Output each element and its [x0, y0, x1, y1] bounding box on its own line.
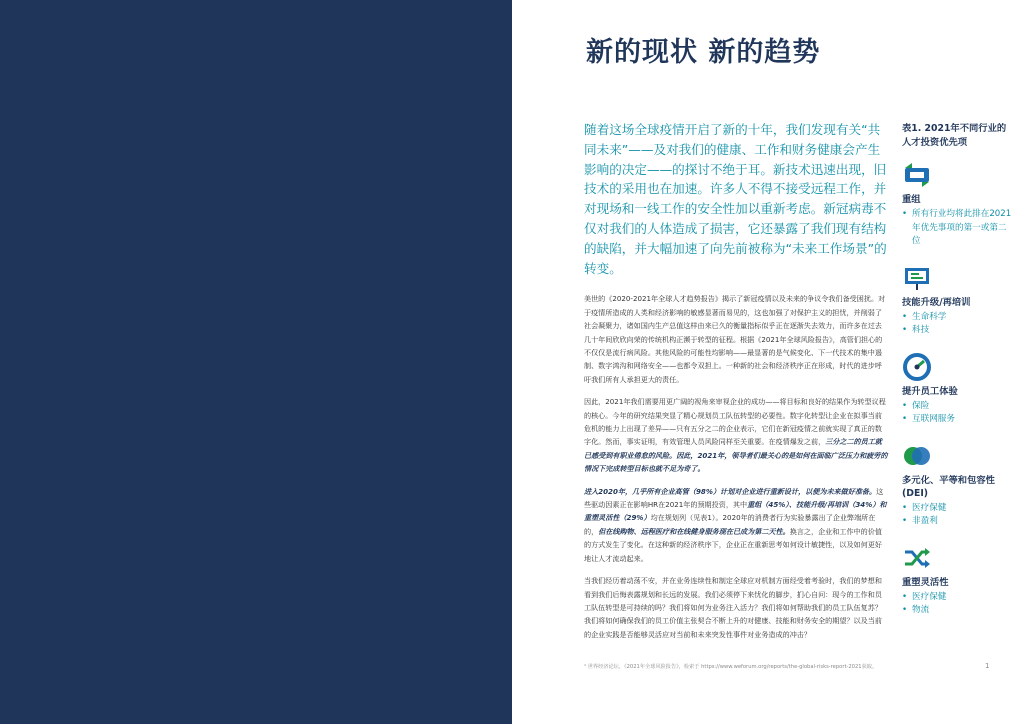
body-paragraph-3-emphasis-e: 但在线购物、远程医疗和在线健身服务现在已成为第二天性。 — [598, 526, 790, 536]
priority-dei-list — [902, 502, 1014, 529]
experience-gauge-icon — [902, 352, 932, 382]
page-number: 1 — [985, 662, 990, 670]
body-paragraph-1: 美世的《2020-2021年全球人才趋势报告》揭示了新冠疫情以及未来的争议令我们备受困扰。对于疫情所造成的人类和经济影响的敏感显著而易见的，这也加强了对保护主义的担忧，并削弱了社会凝聚力，诸如国内生产总值这样由来已久的衡量指标似乎正在逐渐失去效力，而许多在过去几十年间欣欣向荣的传统机构正濒于转型的征程。根据《2021年全球风险报告》，高管们担心的不仅仅是流行病风险。其他风险的可能性均影响——最显著的是气候变化、下一代技术的集中遏制、数字鸿沟和网络安全——也都令双担上。一种新的社会和经济秩序正在形成，时代的进步呼吁我们所有人承担更大的责任。 — [584, 294, 886, 384]
list-item: • 物流 — [902, 604, 1014, 618]
body-paragraph-2 — [584, 395, 888, 475]
body-paragraph-2-emphasis: 三分之二的员工就已感受到有职业倦怠的风险。因此，2021年，领导者们最关心的是如何在面临广泛压力和疲劳的情况下完成转型目标也就不足为奇了。 — [584, 437, 888, 474]
report-page — [512, 0, 1024, 724]
body-text — [584, 292, 888, 641]
priority-upskilling-label: 技能升级/再培训 — [902, 296, 971, 308]
inclusion-circles-icon — [902, 441, 932, 471]
priority-employee-experience-label: 提升员工体验 — [902, 385, 958, 397]
sidebar-title: 表1. 2021年不同行业的人才投资优先项 — [902, 123, 1007, 148]
priority-employee-experience-list — [902, 400, 1014, 427]
list-item: • 生命科学 — [902, 311, 1014, 325]
priority-restructure-label: 重组 — [902, 194, 921, 205]
shuffle-arrows-icon — [902, 543, 932, 573]
priority-dei — [902, 441, 1014, 529]
priority-restructure-list — [902, 208, 1014, 249]
list-item: • 所有行业均将此排在2021年优先事项的第一或第二位 — [902, 208, 1014, 249]
body-paragraph-3 — [584, 485, 888, 565]
priority-flexibility-label: 重塑灵活性 — [902, 576, 949, 588]
body-paragraph-3-emphasis-c: 重组（45%）、技能升级/再培训（34%）和重塑灵活性（29%） — [584, 500, 887, 523]
list-item: • 医疗保健 — [902, 502, 1014, 516]
body-paragraph-3-emphasis-a: 进入2020年，几乎所有企业高管（98%）计划对企业进行重新设计，以便为未来做好准备。 — [584, 486, 877, 496]
list-item: • 医疗保健 — [902, 591, 1014, 605]
priority-flexibility-list — [902, 591, 1014, 618]
list-item: • 科技 — [902, 324, 1014, 338]
training-board-icon — [902, 263, 932, 293]
lead-paragraph: 随着这场全球疫情开启了新的十年，我们发现有关“共同未来”——及对我们的健康、工作和财务健康会产生影响的决定——的探讨不绝于耳。新技术迅速出现，旧技术的采用也在加速。许多人不得不接受远程工作，并对现场和一线工作的安全性加以重新考虑。新冠病毒不仅对我们的人体造成了损害，它还暴露了我们现有结构的缺陷，并大幅加速了向先前被称为“未来工作场景”的转变。 — [584, 122, 887, 276]
list-item: • 保险 — [902, 400, 1014, 414]
body-paragraph-2-text: 因此，2021年我们需要用更广阔的视角来审视企业的成功——将目标和良好的结果作为转型议程的核心。今年的研究结果突显了精心规划员工队伍转型的必要性。数字化转型让企业在拟事当前危机的能力上出现了差异——只有五分之二的企业表示，它们在新冠疫情之前就实现了真正的数字化。然而，事实证明，有效管理人员风险同样至关重要。在疫情爆发之前， — [584, 397, 886, 447]
priority-upskilling-list — [902, 311, 1014, 338]
priority-upskilling — [902, 263, 1014, 338]
priority-restructure — [902, 160, 1014, 249]
body-paragraph-3-text-f: 换言之，企业和工作中的价值的方式发生了变化。在这种新的经济秩序下，企业正在重新思考如何设计敏捷性，以及如何更好地让人才流动起来。 — [584, 526, 882, 563]
priority-flexibility — [902, 543, 1014, 618]
body-paragraph-4: 当我们经历着动荡不安，并在业务连续性和制定全球应对机制方面经受着考验时，我们的梦想和看到我们后悔表露规划和长远的发展。我们必须停下来忧化的脚步，扪心自问：现今的工作和员工队伍转型是可持续的吗？我们将如何为业务注入活力？我们将如何帮助我们的员工队伍复苏？我们将如何确保我们的员工价值主张契合不断上升的对健康、技能和财务安全的期望？以及当前的企业实践是否能够灵活应对当前和未来突发性事件对业务造成的冲击？ — [584, 576, 882, 639]
list-item: • 非盈利 — [902, 515, 1014, 529]
restructure-icon — [902, 160, 932, 190]
page-title: 新的现状 新的趋势 — [586, 37, 821, 68]
priorities-sidebar — [902, 122, 1014, 632]
priority-employee-experience — [902, 352, 1014, 427]
list-item: • 互联网服务 — [902, 413, 1014, 427]
footnote: ¹ 世界经济论坛，《2021年全球风险报告》，检索于 https://www.weforum.org/reports/the-global-risks-report-2021获取。 — [584, 664, 878, 670]
main-column — [584, 120, 888, 650]
priority-dei-label: 多元化、平等和包容性(DEI) — [902, 474, 995, 499]
body-paragraph-3-text-b: 这些驱动因素正在影响HR在2021年的预期投资，其中 — [584, 486, 884, 510]
body-paragraph-3-text-d: 均在规划列（见表1）。2020年的消费者行为实验暴露出了企业弊端所在的， — [584, 513, 876, 536]
